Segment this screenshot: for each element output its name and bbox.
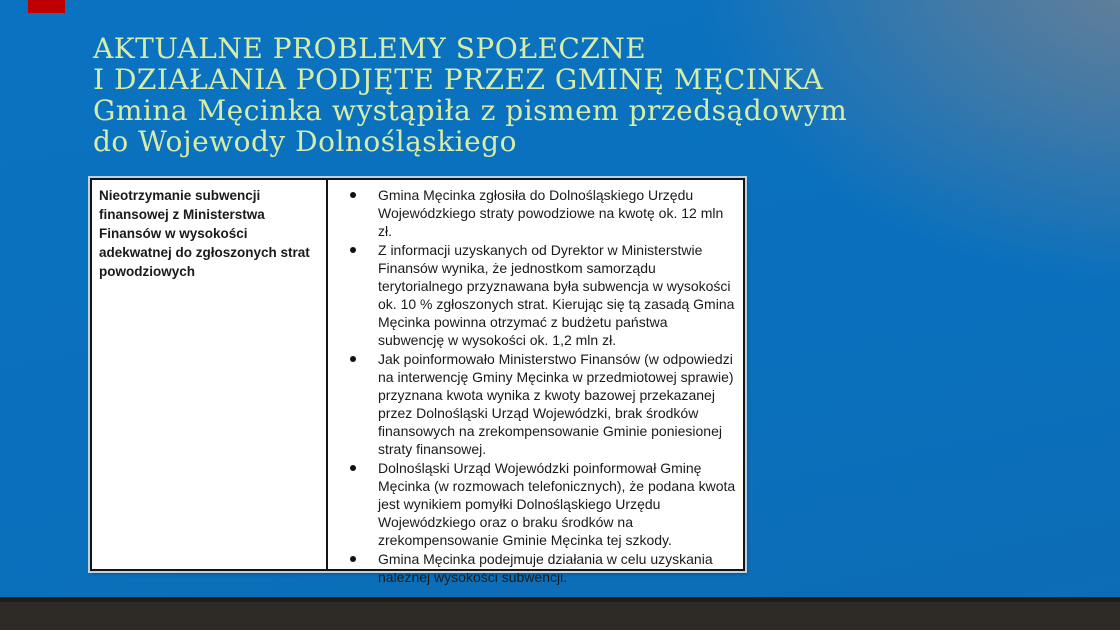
content-table <box>90 178 745 585</box>
bullet-item <box>350 241 737 349</box>
title-line-1: AKTUALNE PROBLEMY SPOŁECZNE <box>93 32 647 65</box>
bottom-band <box>0 597 1120 630</box>
bullet-item <box>350 186 737 240</box>
bullet-dot-icon <box>350 356 356 362</box>
table-cell-problem: Nieotrzymanie subwencji finansowej z Ministerstwa Finansów w wysokości adekwatnej do zgłoszonych strat powodziowych <box>92 180 328 569</box>
bullet-text: Gmina Męcinka zgłosiła do Dolnośląskiego Urzędu Wojewódzkiego straty powodziowe na kwotę ok. 12 mln zł. <box>378 187 724 239</box>
title-line-2: I DZIAŁANIA PODJĘTE PRZEZ GMINĘ MĘCINKA <box>93 63 824 96</box>
title-line-4: do Wojewody Dolnośląskiego <box>93 125 517 158</box>
bullet-text: Dolnośląski Urząd Wojewódzki poinformował Gminę Męcinka (w rozmowach telefonicznych), że podana kwota jest wynikiem pomyłki Dolnośląskiego Urzędu Wojewódzkiego oraz o braku środków na zrekompensowanie Gminie Męcinka tej szkody. <box>378 460 736 548</box>
bullet-dot-icon <box>350 465 356 471</box>
bullet-dot-icon <box>350 192 356 198</box>
bullet-item <box>350 550 737 586</box>
red-accent-bar <box>28 0 65 13</box>
bullet-dot-icon <box>350 247 356 253</box>
bullet-text: Gmina Męcinka podejmuje działania w celu uzyskania należnej wysokości subwencji. <box>378 551 713 585</box>
bullet-item <box>350 350 737 458</box>
bullet-item <box>350 459 737 549</box>
table-cell-actions <box>328 180 743 585</box>
bullet-list <box>328 186 737 586</box>
slide-title <box>93 33 1053 157</box>
bullet-text: Z informacji uzyskanych od Dyrektor w Ministerstwie Finansów wynika, że jednostkom samorządu terytorialnego przyznawana była subwencja w wysokości ok. 10 % zgłoszonych strat. Kierując się tą zasadą Gmina Męcinka powinna otrzymać z budżetu państwa subwencję w wysokości ok. 1,2 mln zł. <box>378 242 735 348</box>
bullet-dot-icon <box>350 556 356 562</box>
bullet-text: Jak poinformowało Ministerstwo Finansów (w odpowiedzi na interwencję Gminy Męcinka w przedmiotowej sprawie) przyznana kwota wynika z kwoty bazowej przekazanej przez Dolnośląski Urząd Wojewódzki, brak środków finansowych na zrekompensowanie Gminie poniesionej straty finansowej. <box>378 351 734 457</box>
title-line-3: Gmina Męcinka wystąpiła z pismem przedsądowym <box>93 94 848 127</box>
